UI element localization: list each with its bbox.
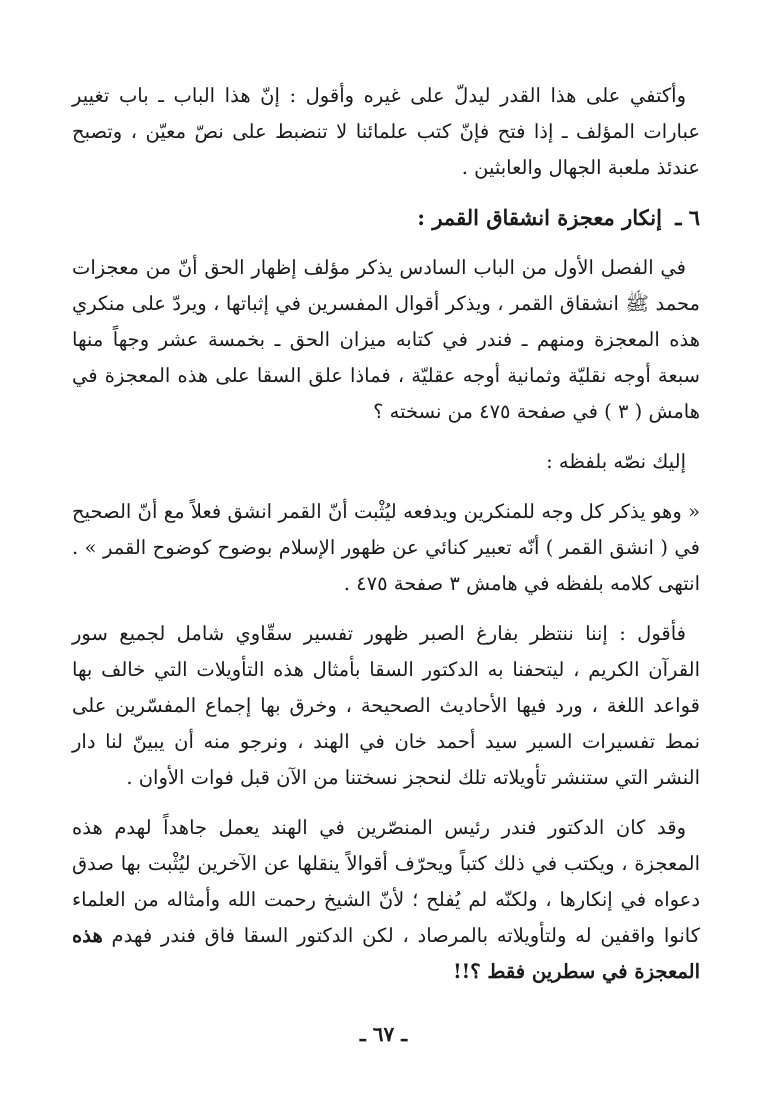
page-body	[72, 78, 700, 990]
conclusion-text: وقد كان الدكتور فندر رئيس المنصّرين في الهند يعمل جاهداً لهدم هذه المعجزة ، ويكتب في ذلك كتباً ويحرّف أقوالاً ينقلها عن الآخرين ليُثْبت بها صدق دعواه في إنكارها ، ولكنّه لم يُفلح ؛ لأنّ الشيخ رحمت الله وأمثاله من العلماء كانوا واقفين له ولتأويلاته بالمرصاد ، لكن الدكتور السقا فاق فندر فهدم	[72, 816, 700, 947]
section-heading	[72, 200, 700, 236]
paragraph-quote-lead: إليك نصّه بلفظه :	[546, 450, 686, 473]
conclusion-emphasis: هذه المعجزة في سطرين فقط ؟!!	[72, 924, 700, 983]
page-number: ـ ٦٧ ـ	[359, 1022, 408, 1046]
quoted-footnote: « وهو يذكر كل وجه للمنكرين ويدفعه ليُثْبت أنّ القمر انشق فعلاً مع أنّ الصحيح في ( انشق القمر ) أنّه تعبير كنائي عن ظهور الإسلام بوضوح كوضوح القمر » . انتهى كلامه بلفظه في هامش ٣ صفحة ٤٧٥ .	[72, 500, 700, 595]
paragraph-intro: وأكتفي على هذا القدر ليدلّ على غيره وأقول : إنّ هذا الباب ـ باب تغيير عبارات المؤلف ـ إذا فتح فإنّ كتب علمائنا لا تنضبط على نصّ معيّن ، وتصبح عندئذ ملعبة الجهال والعابثين .	[72, 84, 700, 179]
paragraph-response: فأقول : إننا ننتظر بفارغ الصبر ظهور تفسير سقّاوي شامل لجميع سور القرآن الكريم ، ليتحفنا به الدكتور السقا بأمثال هذه التأويلات التي خالف بها قواعد اللغة ، ورد فيها الأحاديث الصحيحة ، وخرق بها إجماع المفسّرين على نمط تفسيرات السير سيد أحمد خان في الهند ، ونرجو منه أن يبينّ لنا دار النشر التي ستنشر تأويلاته تلك لنحجز نسختنا من الآن قبل فوات الأوان .	[72, 622, 700, 789]
section-number: ٦ ـ	[675, 205, 700, 230]
paragraph-chapter-summary: في الفصل الأول من الباب السادس يذكر مؤلف إظهار الحق أنّ من معجزات محمد ﷺ انشقاق القمر ، ويذكر أقوال المفسرين في إثباتها ، ويردّ على منكري هذه المعجزة ومنهم ـ فندر في كتابه ميزان الحق ـ بخمسة عشر وجهاً منها سبعة أوجه نقليّة وثمانية أوجه عقليّة ، فماذا علق السقا على هذه المعجزة في هامش ( ٣ ) في صفحة ٤٧٥ من نسخته ؟	[72, 256, 700, 423]
paragraph-conclusion	[72, 810, 700, 990]
section-title: إنكار معجزة انشقاق القمر :	[417, 205, 662, 230]
